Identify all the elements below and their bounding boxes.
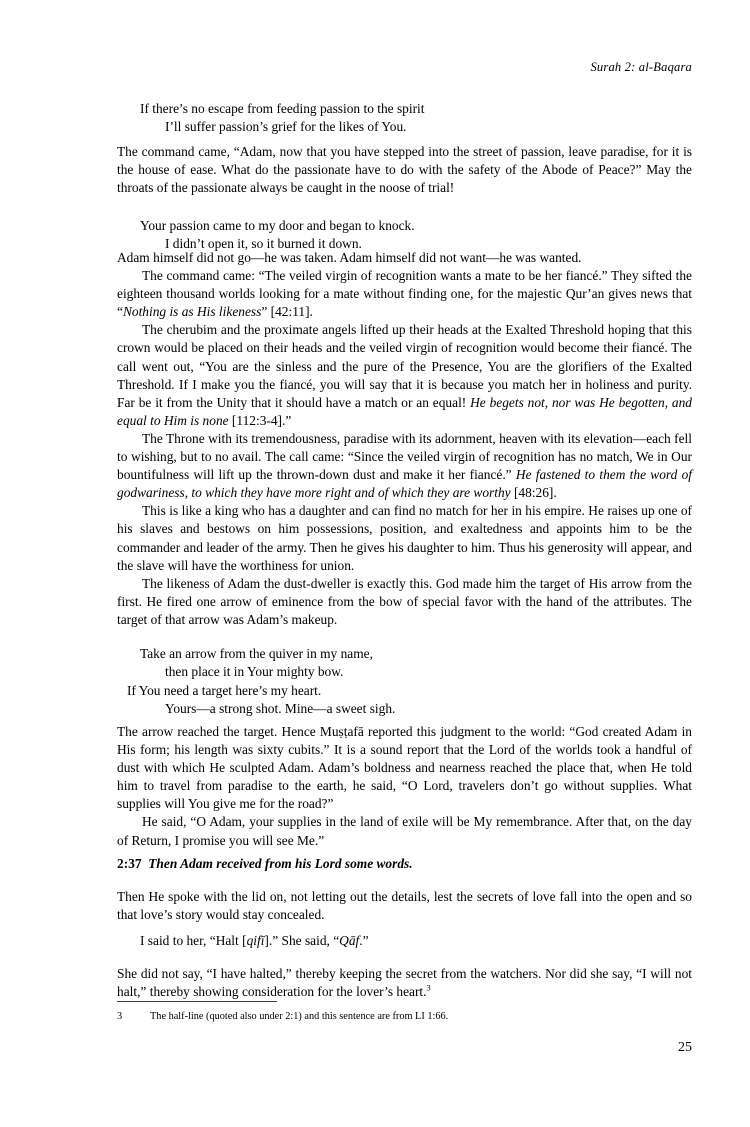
- paragraph: [117, 430, 692, 502]
- verse-line: If You need a target here’s my heart.: [127, 682, 322, 698]
- verse-line: [117, 932, 692, 950]
- paragraph-text: [112:3-4].”: [228, 412, 292, 428]
- paragraph: [117, 267, 692, 321]
- footnote-number: 3: [117, 1011, 123, 1022]
- verse-line: Your passion came to my door and began to knock.: [140, 218, 415, 233]
- paragraph-text: [48:26].: [510, 485, 557, 501]
- verse-line: If there’s no escape from feeding passion to the spirit: [140, 101, 425, 116]
- paragraph: This is like a king who has a daughter and can find no match for her in his empire. He raises up one of his slaves and bestows on him possessions, position, and exaltedness and appoints him to be the commander and leader of the army. Then he gives his daughter to him. Thus his generosity will appear, and the slave will have the worthiness for union.: [117, 503, 692, 573]
- verse-block-3: [117, 645, 692, 719]
- verse-line: Take an arrow from the quiver in my name,: [140, 646, 373, 661]
- paragraph-block-4: [117, 888, 692, 924]
- verse-heading-block: [117, 855, 692, 873]
- paragraph-block-3: [117, 723, 692, 850]
- paragraph: [117, 965, 692, 1001]
- verse-line: then place it in Your mighty bow.: [165, 664, 344, 680]
- paragraph: Then He spoke with the lid on, not letting out the details, lest the secrets of love fall into the open and so that love’s story would stay concealed.: [117, 889, 692, 923]
- footnote-separator: [117, 1001, 277, 1002]
- verse-heading: [117, 855, 692, 873]
- paragraph-text: The cherubim and the proximate angels lifted up their heads at the Exalted Threshold hoping that this crown would be placed on their heads and the veiled virgin of recognition would become their fiancé. The call went out, “You are the sinless and the pure of the Presence, You are the glorifiers of the Exalted Threshold. If I make you the fiancé, you will say that it is because you match her in holiness and purity. Far be it from the Unity that it should have a match or an equal!: [117, 322, 692, 410]
- paragraph: The likeness of Adam the dust-dweller is exactly this. God made him the target of His arrow from the first. He fired one arrow of eminence from the bow of special favor with the hand of the attributes. The target of that arrow was Adam’s makeup.: [117, 575, 692, 627]
- page-number: 25: [678, 1040, 692, 1055]
- footnote: [117, 1010, 692, 1023]
- paragraph-text: The Throne with its tremendousness, paradise with its adornment, heaven with its elevation—each fell to wishing, but to no avail. The call came: “Since the veiled virgin of recognition has no match, We in Our bountifulness will lift up the thrown-down dust and make it her fiancé.”: [117, 430, 692, 483]
- quran-quotation: Nothing is as His likeness: [122, 304, 262, 320]
- transliteration: Qāf: [339, 933, 360, 948]
- paragraph-text: ” [42:11].: [261, 304, 313, 320]
- footnote-text: The half-line (quoted also under 2:1) and this sentence are from LI 1:66.: [150, 1011, 449, 1022]
- paragraph: The arrow reached the target. Hence Muṣṭafā reported this judgment to the world: “God created Adam in His form; his length was sixty cubits.” It is a sound report that the Lord of the worlds took a handful of dust with which He sculpted Adam. Adam’s boldness and nearness reached the place that, when He told him to travel from paradise to the earth, he said, “O Lord, travelers don’t go without supplies. What supplies will You give me for the road?”: [117, 724, 692, 812]
- verse-number: 2:37: [117, 856, 142, 871]
- verse-block-4: [117, 932, 692, 950]
- verse-text: .”: [359, 933, 369, 948]
- paragraph: Adam himself did not go—he was taken. Adam himself did not want—he was wanted.: [117, 250, 582, 265]
- paragraph-block-1: [117, 143, 692, 197]
- paragraph-block-5: [117, 965, 692, 1001]
- paragraph-block-2: [117, 249, 692, 629]
- paragraph: He said, “O Adam, your supplies in the land of exile will be My remembrance. After that, on the day of Return, I promise you will see Me.”: [117, 814, 692, 848]
- verse-lines: [117, 932, 692, 950]
- footnote-reference[interactable]: 3: [426, 983, 431, 993]
- paragraph: [117, 321, 692, 430]
- paragraph: The command came, “Adam, now that you have stepped into the street of passion, leave paradise, for it is the house of ease. What do the passionate have to do with the safety of the Abode of Peace?” May the throats of the passionate always be caught in the noose of trial!: [117, 144, 692, 196]
- verse-lines: [117, 100, 692, 137]
- verse-text: I said to her, “Halt [: [140, 933, 247, 948]
- transliteration: qifī: [246, 933, 265, 948]
- verse-lines: [117, 645, 692, 719]
- paragraph-text: The command came: “The veiled virgin of recognition wants a mate to be her fiancé.” They sifted the eighteen thousand worlds looking for a mate without finding one, for the majestic Qur’an gives news that “: [117, 268, 692, 320]
- verse-block-1: [117, 100, 692, 137]
- verse-line: Yours—a strong shot. Mine—a sweet sigh.: [165, 701, 396, 717]
- paragraph-text: She did not say, “I have halted,” thereby keeping the secret from the watchers. Nor did she say, “I will not halt,” thereby showing consideration for the lover’s heart.: [117, 966, 692, 1000]
- quran-quotation: He fastened to them the word of godwariness, to which they have more right and of which they are worthy: [117, 467, 692, 501]
- quran-quotation: He begets not, nor was He begotten, and equal to Him is none: [117, 394, 692, 428]
- verse-line: I didn’t open it, so it burned it down.: [165, 236, 362, 252]
- running-header: Surah 2: al-Baqara: [590, 60, 692, 74]
- verse-line: I’ll suffer passion’s grief for the likes of You.: [165, 119, 407, 135]
- verse-text: ].” She said, “: [264, 933, 340, 948]
- verse-heading-text: Then Adam received from his Lord some words.: [148, 856, 413, 871]
